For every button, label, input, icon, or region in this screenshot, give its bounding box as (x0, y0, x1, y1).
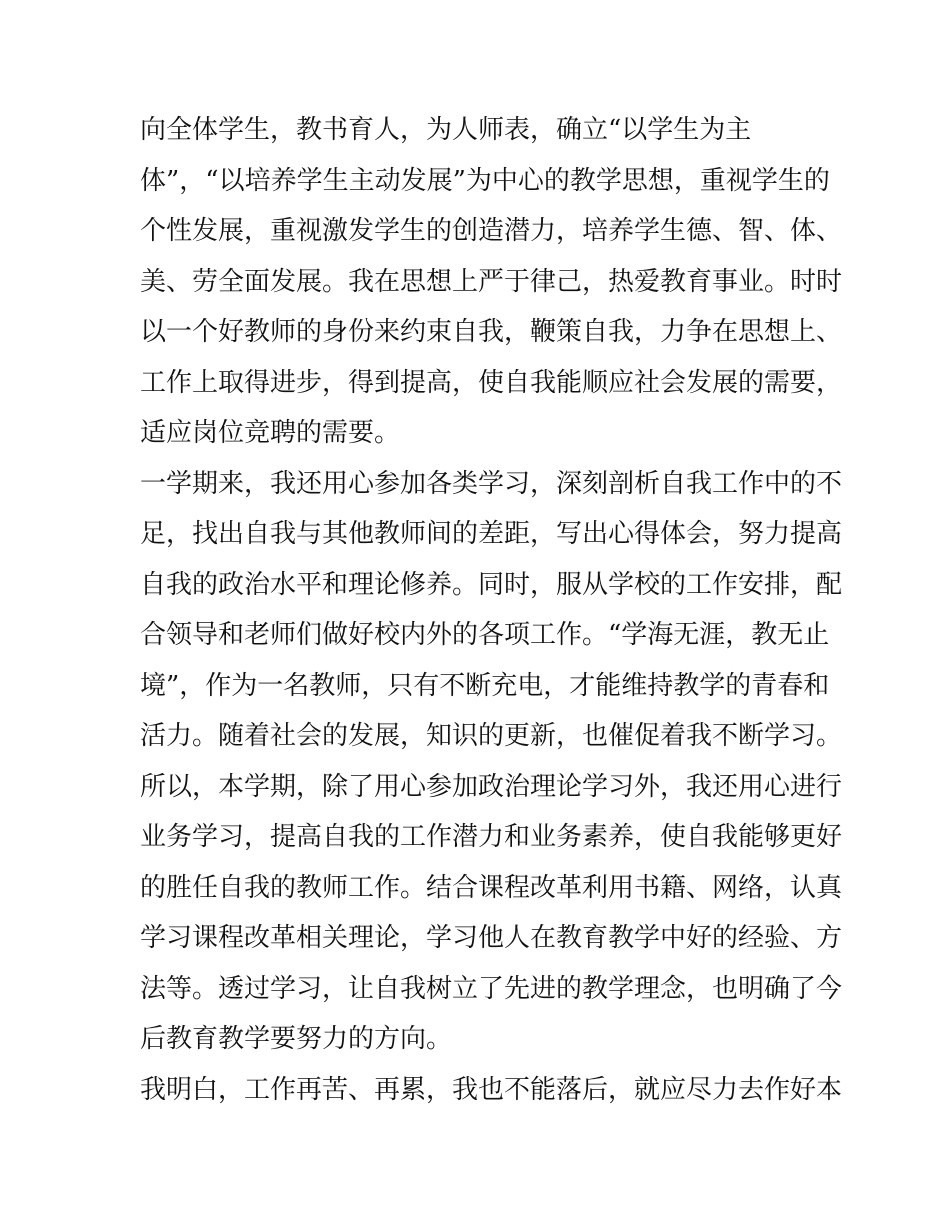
text-line: 一学期来，我还用心参加各类学习，深刻剖析自我工作中的不 (140, 469, 843, 499)
text-line: 学习课程改革相关理论，学习他人在教育教学中好的经验、方 (140, 923, 843, 953)
text-line: 境”，作为一名教师，只有不断充电，才能维持教学的青春和 (140, 671, 830, 701)
text-line: 个性发展，重视激发学生的创造潜力，培养学生德、智、体、 (140, 216, 843, 246)
text-line: 体”，“以培养学生主动发展”为中心的教学思想，重视学生的 (140, 166, 830, 196)
text-line: 自我的政治水平和理论修养。同时，服从学校的工作安排，配 (140, 570, 843, 600)
text-line: 工作上取得进步，得到提高，使自我能顺应社会发展的需要， (140, 368, 843, 398)
text-line: 美、劳全面发展。我在思想上严于律己，热爱教育事业。时时 (140, 267, 843, 297)
text-line: 以一个好教师的身份来约束自我，鞭策自我，力争在思想上、 (140, 317, 843, 347)
text-line: 合领导和老师们做好校内外的各项工作。“学海无涯，教无止 (140, 620, 830, 650)
text-line: 法等。透过学习，让自我树立了先进的教学理念，也明确了今 (140, 974, 843, 1004)
text-line: 业务学习，提高自我的工作潜力和业务素养，使自我能够更好 (140, 822, 843, 852)
text-line: 活力。随着社会的发展，知识的更新，也催促着我不断学习。 (140, 721, 843, 751)
text-line: 适应岗位竞聘的需要。 (140, 418, 401, 448)
text-line: 我明白，工作再苦、再累，我也不能落后，就应尽力去作好本 (140, 1075, 843, 1105)
text-line: 向全体学生，教书育人，为人师表，确立“以学生为主 (140, 115, 752, 145)
text-line: 所以，本学期，除了用心参加政治理论学习外，我还用心进行 (140, 772, 843, 802)
text-line: 后教育教学要努力的方向。 (140, 1024, 453, 1054)
text-line: 的胜任自我的教师工作。结合课程改革利用书籍、网络，认真 (140, 873, 843, 903)
text-line: 足，找出自我与其他教师间的差距，写出心得体会，努力提高 (140, 519, 843, 549)
